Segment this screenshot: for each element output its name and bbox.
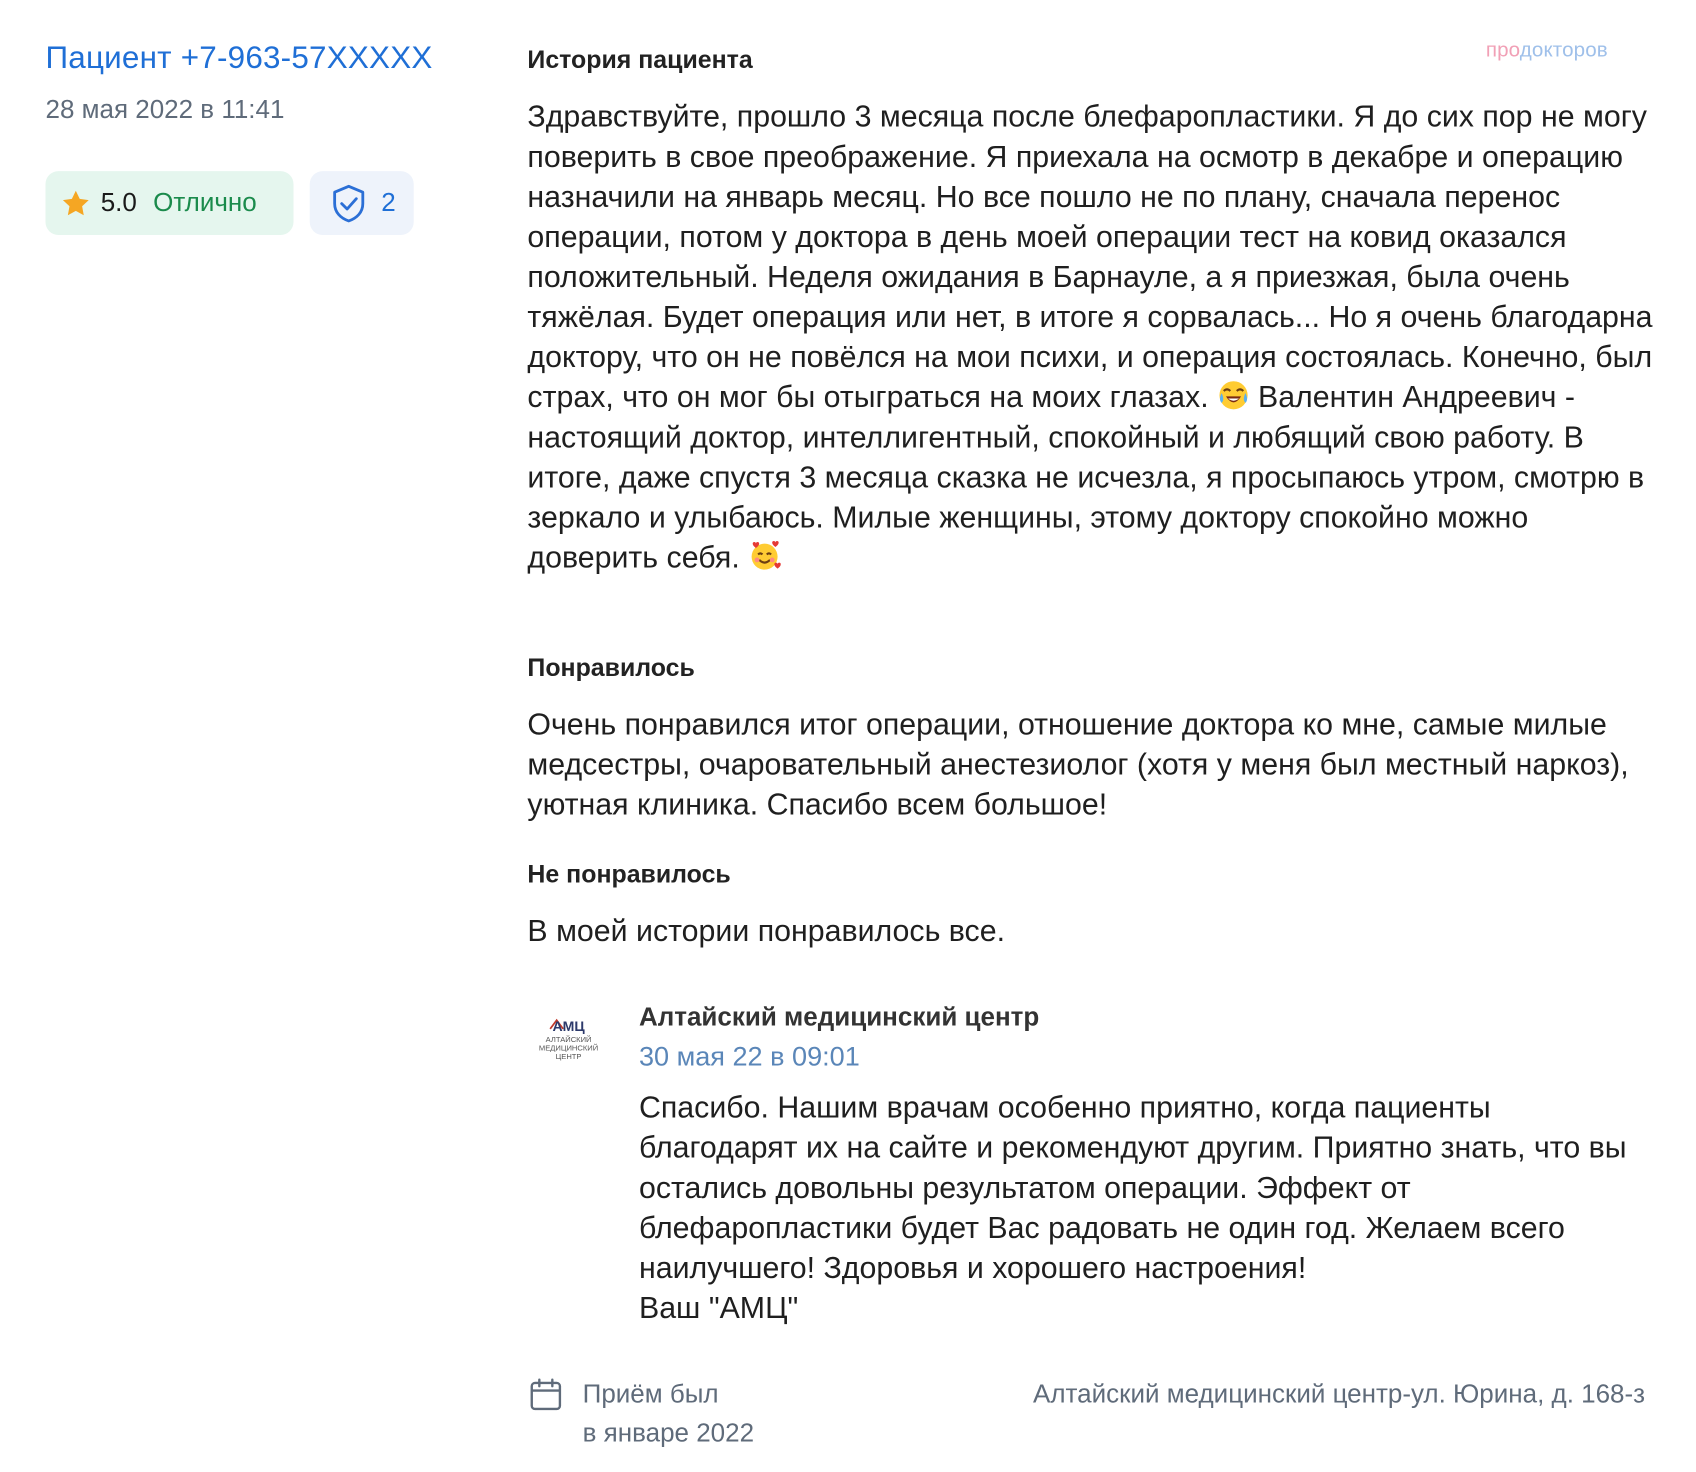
verification-count: 2 bbox=[381, 187, 396, 218]
star-icon bbox=[61, 188, 91, 218]
rating-badge[interactable] bbox=[45, 171, 293, 235]
clinic-response-body: Спасибо. Нашим врачам особенно приятно, когда пациенты благодарят их на сайте и рекомендуют другим. Приятно знать, что вы остались довольны результатом операции. Эффект от блефаропластики будет Вас радовать не один год. Желаем всего наилучшего! Здоровья и хорошего настроения! bbox=[638, 1090, 1627, 1285]
clinic-location: Алтайский медицинский центр-ул. Юрина, д. 168-з bbox=[1033, 1379, 1646, 1409]
calendar-icon bbox=[529, 1378, 564, 1413]
liked-title: Понравилось bbox=[527, 653, 695, 682]
brand-logo-part-pro: про bbox=[1485, 38, 1520, 62]
disliked-title: Не понравилось bbox=[527, 859, 731, 889]
svg-text:АЛТАЙСКИЙ: АЛТАЙСКИЙ bbox=[545, 1034, 592, 1044]
rating-score: 5.0 bbox=[100, 187, 137, 218]
liked-text: Очень понравился итог операции, отношение доктора ко мне, самые милые медсестры, очаровательный анестезиолог (хотя у меня был местный наркоз), уютная клиника. Спасибо всем большое! bbox=[527, 707, 1629, 821]
history-title: История пациента bbox=[527, 45, 753, 74]
brand-logo-part-doctors: докторов bbox=[1519, 38, 1608, 62]
rating-label: Отлично bbox=[153, 187, 257, 218]
review-date: 28 мая 2022 в 11:41 bbox=[45, 95, 285, 125]
verification-badge[interactable] bbox=[310, 171, 414, 235]
smiling-face-with-hearts-emoji bbox=[748, 539, 780, 571]
prodoctorov-logo[interactable] bbox=[1486, 39, 1608, 63]
history-text-part-2: Валентин Андреевич - настоящий доктор, интеллигентный, спокойный и любящий свою работу. В итоге, даже спустя 3 месяца сказка не исчезла, я просыпаюсь утром, смотрю в зеркало и улыбаюсь. Милые женщины, этому доктору спокойно можно доверить себя. bbox=[527, 380, 1645, 574]
svg-text:МЕДИЦИНСКИЙ: МЕДИЦИНСКИЙ bbox=[538, 1043, 599, 1053]
clinic-response-signature: Ваш "АМЦ" bbox=[638, 1290, 799, 1325]
clinic-response-text bbox=[639, 1087, 1657, 1327]
svg-text:АМЦ: АМЦ bbox=[552, 1018, 585, 1035]
clinic-response-date: 30 мая 22 в 09:01 bbox=[638, 1041, 860, 1073]
review-author-link[interactable]: Пациент +7-963-57XXXXX bbox=[45, 41, 433, 76]
history-text-part-1: Здравствуйте, прошло 3 месяца после блефаропластики. Я до сих пор не могу поверить в свое преображение. Я приехала на осмотр в декабре и операцию назначили на январь месяц. Но все пошло не по плану, сначала перенос операции, потом у доктора в день моей операции тест на ковид оказался положительный. Неделя ожидания в Барнауле, а я приезжая, была очень тяжёлая. Будет операция или нет, в итоге я сорвалась... Но я очень благодарна доктору, что он не повёлся на мои психи, и операция состоялась. Конечно, был страх, что он мог бы отыграться на моих глазах. bbox=[527, 99, 1653, 414]
visit-line-1: Приём был bbox=[582, 1379, 719, 1409]
svg-text:ЦЕНТР: ЦЕНТР bbox=[555, 1052, 582, 1062]
laughing-tears-emoji bbox=[1217, 379, 1249, 411]
visit-line-2: в январе 2022 bbox=[582, 1418, 755, 1448]
clinic-name: Алтайский медицинский центр bbox=[638, 1002, 1040, 1033]
shield-check-icon bbox=[329, 182, 368, 223]
disliked-text: В моей истории понравилось все. bbox=[527, 914, 1006, 948]
visit-info bbox=[583, 1375, 754, 1453]
clinic-logo bbox=[531, 1016, 607, 1064]
history-text bbox=[527, 96, 1653, 577]
